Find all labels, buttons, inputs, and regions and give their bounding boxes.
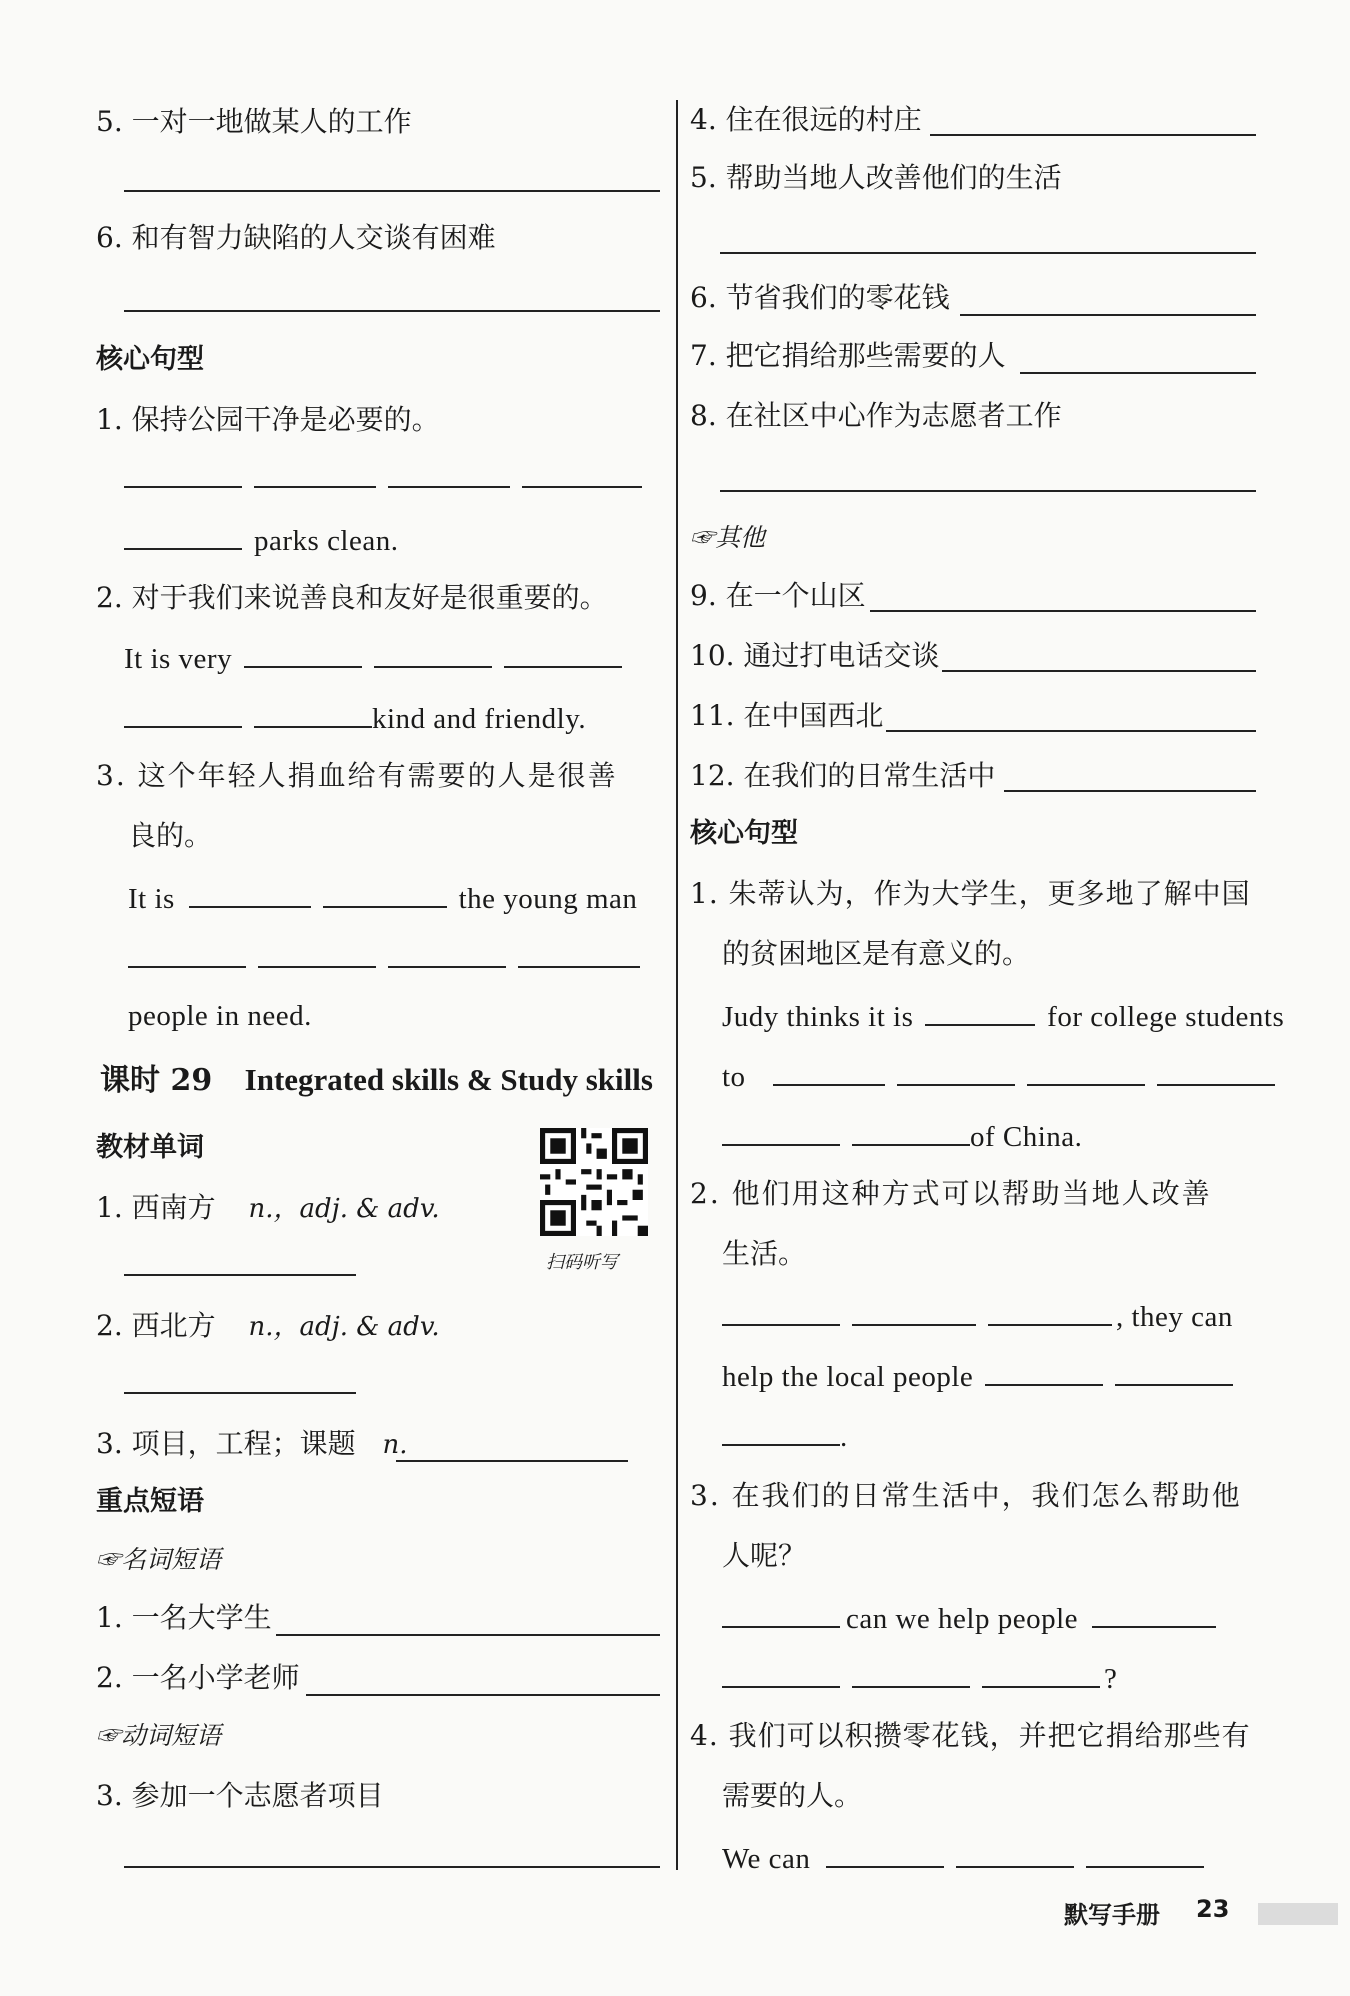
answer-line[interactable] xyxy=(720,252,1256,254)
answer-blank[interactable] xyxy=(522,456,642,488)
sentence-text: ? xyxy=(1104,1663,1118,1695)
answer-blank[interactable] xyxy=(852,1114,970,1146)
section-heading: 重点短语 xyxy=(96,1486,204,1517)
sentence-prompt: 2. 他们用这种方式可以帮助当地人改善 xyxy=(690,1177,1212,1210)
footer-book-title: 默写手册 xyxy=(1064,1901,1160,1929)
answer-blank[interactable] xyxy=(128,936,246,968)
vocab-item xyxy=(96,1188,440,1229)
answer-blank[interactable] xyxy=(374,636,492,668)
phrase-item: 9. 在一个山区 xyxy=(690,579,866,612)
answer-line[interactable] xyxy=(942,670,1256,672)
sentence-answer-row xyxy=(722,1836,1204,1879)
blank-row xyxy=(124,456,642,499)
vocab-chinese: 2. 西北方 xyxy=(96,1309,216,1342)
sentence-text: We can xyxy=(722,1843,811,1875)
lesson-title xyxy=(100,1060,653,1101)
answer-blank[interactable] xyxy=(189,876,311,908)
answer-blank[interactable] xyxy=(388,936,506,968)
sentence-text: It is very xyxy=(124,643,233,675)
sentence-answer-row xyxy=(722,1414,848,1457)
sentence-prompt: 4. 我们可以积攒零花钱，并把它捐给那些有 xyxy=(690,1719,1251,1752)
sentence-text: Judy thinks it is xyxy=(722,1001,914,1033)
sentence-prompt: 的贫困地区是有意义的。 xyxy=(722,937,1031,970)
answer-blank[interactable] xyxy=(956,1836,1074,1868)
sentence-answer-row xyxy=(124,636,622,679)
qr-caption: 扫码听写 xyxy=(546,1252,618,1273)
phrase-item: 2. 一名小学老师 xyxy=(96,1661,300,1694)
phrase-item: 8. 在社区中心作为志愿者工作 xyxy=(690,399,1062,432)
sentence-text: can we help people xyxy=(846,1603,1079,1635)
sentence-text: the young man xyxy=(458,883,638,915)
part-of-speech: n.，adj. & adv. xyxy=(248,1194,440,1224)
vocab-item xyxy=(96,1424,408,1465)
answer-line[interactable] xyxy=(1020,372,1256,374)
phrase-item: 5. 帮助当地人改善他们的生活 xyxy=(690,161,1062,194)
sentence-text: parks clean. xyxy=(254,525,399,557)
sentence-prompt: 生活。 xyxy=(722,1237,807,1270)
answer-blank[interactable] xyxy=(722,1656,840,1688)
answer-line[interactable] xyxy=(124,190,660,192)
answer-blank[interactable] xyxy=(1092,1596,1216,1628)
sentence-prompt: 3. 在我们的日常生活中，我们怎么帮助他 xyxy=(690,1479,1242,1512)
sentence-prompt: 3. 这个年轻人捐血给有需要的人是很善 xyxy=(96,759,618,792)
phrase-item: 5. 一对一地做某人的工作 xyxy=(96,105,412,138)
answer-blank[interactable] xyxy=(982,1656,1100,1688)
answer-line[interactable] xyxy=(124,1274,356,1276)
sentence-text: of China. xyxy=(970,1121,1083,1153)
answer-blank[interactable] xyxy=(722,1596,840,1628)
sentence-answer-row xyxy=(722,1354,1233,1397)
sentence-text: help the local people xyxy=(722,1361,974,1393)
subsection-heading: ☞动词短语 xyxy=(96,1721,222,1750)
phrase-item: 11. 在中国西北 xyxy=(690,699,884,732)
sentence-answer-row xyxy=(722,994,1284,1037)
answer-blank[interactable] xyxy=(1086,1836,1204,1868)
answer-blank[interactable] xyxy=(254,696,372,728)
answer-blank[interactable] xyxy=(722,1114,840,1146)
answer-blank[interactable] xyxy=(925,994,1035,1026)
vocab-chinese: 3. 项目，工程；课题 xyxy=(96,1427,356,1460)
sentence-text: . xyxy=(840,1421,848,1453)
sentence-text: for college students xyxy=(1047,1001,1285,1033)
answer-line[interactable] xyxy=(124,1392,356,1394)
answer-line[interactable] xyxy=(276,1634,660,1636)
answer-line[interactable] xyxy=(870,610,1256,612)
sentence-text: people in need. xyxy=(128,1000,312,1032)
sentence-text: , they can xyxy=(1116,1301,1233,1333)
section-heading: 教材单词 xyxy=(96,1132,204,1163)
lesson-number: 课时 29 xyxy=(100,1063,213,1098)
lesson-name: Integrated skills & Study skills xyxy=(244,1062,653,1097)
section-heading: 核心句型 xyxy=(96,344,204,375)
answer-line[interactable] xyxy=(886,730,1256,732)
part-of-speech: n. xyxy=(382,1430,408,1460)
answer-line[interactable] xyxy=(124,310,660,312)
sentence-answer-row xyxy=(124,518,399,561)
page-edge-tab xyxy=(1258,1903,1338,1925)
subsection-heading: ☞其他 xyxy=(690,523,766,552)
answer-blank[interactable] xyxy=(323,876,447,908)
sentence-prompt: 1. 保持公园干净是必要的。 xyxy=(96,403,440,436)
sentence-text: kind and friendly. xyxy=(372,703,587,735)
answer-blank[interactable] xyxy=(124,456,242,488)
phrase-item: 1. 一名大学生 xyxy=(96,1601,272,1634)
phrase-item: 3. 参加一个志愿者项目 xyxy=(96,1779,384,1812)
sentence-answer-row xyxy=(124,696,586,739)
vocab-chinese: 1. 西南方 xyxy=(96,1191,216,1224)
sentence-text: to xyxy=(722,1061,746,1093)
answer-blank[interactable] xyxy=(722,1294,840,1326)
subsection-heading: ☞名词短语 xyxy=(96,1545,222,1574)
answer-line[interactable] xyxy=(396,1460,628,1462)
answer-blank[interactable] xyxy=(504,636,622,668)
sentence-prompt: 2. 对于我们来说善良和友好是很重要的。 xyxy=(96,581,608,614)
part-of-speech: n.，adj. & adv. xyxy=(248,1312,440,1342)
qr-code-icon[interactable] xyxy=(540,1128,648,1236)
answer-blank[interactable] xyxy=(518,936,640,968)
answer-blank[interactable] xyxy=(258,936,376,968)
answer-blank[interactable] xyxy=(254,456,376,488)
sentence-answer-row xyxy=(722,1656,1117,1699)
phrase-item: 10. 通过打电话交谈 xyxy=(690,639,940,672)
answer-blank[interactable] xyxy=(1115,1354,1233,1386)
answer-line[interactable] xyxy=(720,490,1256,492)
answer-blank[interactable] xyxy=(852,1656,970,1688)
answer-line[interactable] xyxy=(960,314,1256,316)
phrase-item: 7. 把它捐给那些需要的人 xyxy=(690,339,1006,372)
phrase-item: 6. 节省我们的零花钱 xyxy=(690,281,950,314)
answer-blank[interactable] xyxy=(988,1294,1112,1326)
phrase-item: 4. 住在很远的村庄 xyxy=(690,103,922,136)
sentence-answer-row xyxy=(722,1114,1082,1157)
answer-line[interactable] xyxy=(306,1694,660,1696)
answer-blank[interactable] xyxy=(826,1836,944,1868)
answer-blank[interactable] xyxy=(244,636,362,668)
answer-blank[interactable] xyxy=(897,1054,1015,1086)
sentence-answer-row xyxy=(722,1054,1275,1097)
phrase-item: 6. 和有智力缺陷的人交谈有困难 xyxy=(96,221,496,254)
answer-blank[interactable] xyxy=(124,518,242,550)
answer-blank[interactable] xyxy=(124,696,242,728)
answer-line[interactable] xyxy=(1004,790,1256,792)
sentence-prompt: 1. 朱蒂认为，作为大学生，更多地了解中国 xyxy=(690,877,1251,910)
answer-line[interactable] xyxy=(930,134,1256,136)
answer-blank[interactable] xyxy=(1027,1054,1145,1086)
sentence-prompt: 需要的人。 xyxy=(722,1779,863,1812)
blank-row xyxy=(128,936,640,979)
sentence-answer-row xyxy=(128,876,637,919)
sentence-prompt: 人呢？ xyxy=(722,1539,807,1572)
page-number: 23 xyxy=(1196,1895,1230,1923)
sentence-answer-row xyxy=(722,1294,1233,1337)
sentence-answer-row xyxy=(722,1596,1216,1639)
answer-blank[interactable] xyxy=(1157,1054,1275,1086)
phrase-item: 12. 在我们的日常生活中 xyxy=(690,759,996,792)
column-divider xyxy=(676,100,678,1870)
answer-blank[interactable] xyxy=(388,456,510,488)
sentence-text: It is xyxy=(128,883,175,915)
vocab-item xyxy=(96,1306,440,1347)
answer-blank[interactable] xyxy=(985,1354,1103,1386)
answer-blank[interactable] xyxy=(773,1054,885,1086)
sentence-prompt: 良的。 xyxy=(128,819,213,852)
section-heading: 核心句型 xyxy=(690,818,798,849)
answer-blank[interactable] xyxy=(722,1414,840,1446)
answer-line[interactable] xyxy=(124,1866,660,1868)
answer-blank[interactable] xyxy=(852,1294,976,1326)
